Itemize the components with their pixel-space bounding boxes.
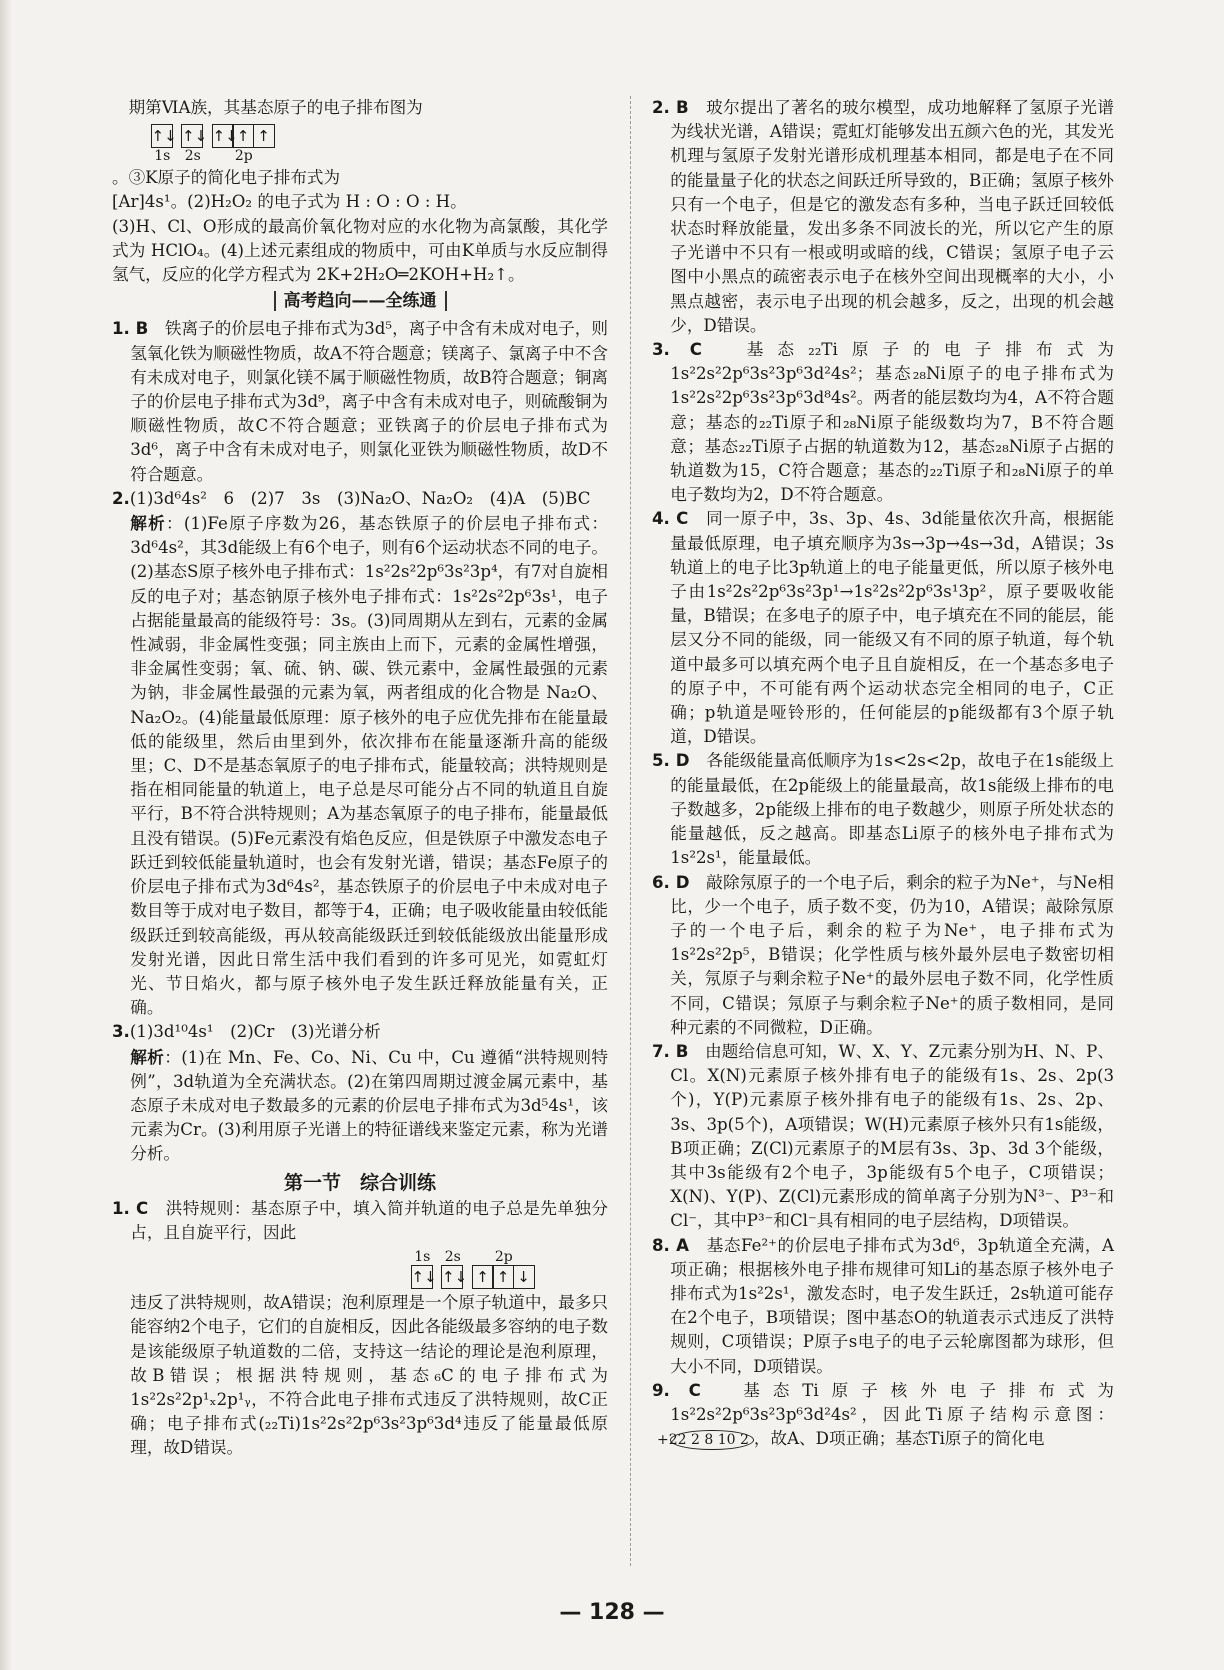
orbital-box: ↑↓ [411, 1265, 433, 1289]
answer-number: 4. C [652, 509, 689, 529]
answer-number: 8. A [652, 1235, 690, 1255]
left-column [112, 96, 608, 1461]
answer-number: 7. B [652, 1041, 689, 1061]
answer-number: 3. C [652, 340, 702, 360]
h2o2-line [112, 190, 608, 214]
orbital-label: 2s [184, 148, 201, 165]
answer-text: 铁离子的价层电子排布式为3d⁵，离子中含有未成对电子，则氢氧化铁为顺磁性物质，故A不符合题意；镁离子、氯离子中不含有未成对电子，则氯化镁不属于顺磁性物质，故B符合题意；铜离子的价层电子排布式为3d⁹，离子中含有未成对电子，则硫酸铜为顺磁性物质，故C不符合题意；亚铁离子的价层电子排布式为3d⁶，离子中含有未成对电子，则氯化亚铁为顺磁性物质，故D不符合题意。 [130, 319, 608, 484]
answer-number: 5. D [652, 751, 690, 771]
orbital-group [182, 124, 208, 165]
orbital-box: ↑↓ [441, 1265, 463, 1289]
answer-number: 1. B [112, 319, 149, 339]
section-item-1-cont [112, 1291, 608, 1460]
ti-atom-structure-diagram: +22 2 8 10 2 [670, 1430, 754, 1450]
hclo4-text: (3)H、Cl、O形成的最高价氧化物对应的水化物为高氯酸，其化学式为 HClO₄。(4)上述元素组成的物质中，可由K单质与水反应制得氢气，反应的化学方程式为 2K+2H₂O═2KOH+H₂↑。 [112, 216, 608, 285]
answer-item-r5 [652, 749, 1114, 870]
answer-item-2 [112, 487, 608, 511]
answer-item-3 [112, 1020, 608, 1044]
continuation-text: 期第ⅥA族，其基态原子的电子排布图为 [128, 98, 423, 117]
answer-text: 基态₂₂Ti原子的电子排布式为1s²2s²2p⁶3s²3p⁶3d²4s²；基态₂₈Ni原子的电子排布式为1s²2s²2p⁶3s²3p⁶3d⁸4s²。两者的能层数均为4，A不符合题意；基态的₂₂Ti原子和₂₈Ni原子能级数均为7，B不符合题意；基态₂₂Ti原子占据的轨道数为12，基态₂₈Ni原子占据的轨道数为15，C符合题意；基态的₂₂Ti原子和₂₈Ni原子的单电子数均为2，D不符合题意。 [670, 340, 1114, 505]
orbital-diagram-oxygen [152, 124, 608, 164]
analysis-text: ：(1)Fe原子序数为26，基态铁原子的价层电子排布式：3d⁶4s²，其3d能级上有6个电子，则有6个运动状态不同的电子。(2)基态S原子核外电子排布式：1s²2s²2p⁶3s²3p⁴，有7对自旋相反的电子对；基态钠原子核外电子排布式：1s²2s²2p⁶3s¹，电子占据能量最高的能级符号：3s。(3)同周期从左到右，元素的金属性减弱，非金属性变强；同主族由上而下，元素的金属性增强，非金属性变弱；氧、硫、钠、碳、铁元素中，金属性最强的元素为钠，非金属性最强的元素为氧，两者组成的化合物是 Na₂O、Na₂O₂。(4)能量最低原理：原子核外的电子应优先排布在能量最低的能级里，然后由里到外，依次排布在能量逐渐升高的能级里；C、D不是基态氧原子的电子排布式，能量较高；洪特规则是指在相同能量的轨道上，电子总是尽可能分占不同的轨道且自旋平行，B不符合洪特规则；A为基态氧原子的电子排布，能量最低且没有错误。(5)Fe元素没有焰色反应，但是铁原子中激发态电子跃迁到较低能量轨道时，也会有发射光谱，错误；基态Fe原子的价层电子排布式为3d⁶4s²，基态铁原子的价层电子中未成对电子数目等于成对电子数目，都等于4，正确；电子吸收能量由较低能级跃迁到较高能级，再从较高能级跃迁到较低能级放出能量形成发射光谱，因此日常生活中我们看到的许多可见光，如霓虹灯光、节日焰火，都与原子核外电子发生跃迁释放能量有关，正确。 [130, 514, 609, 1018]
answer-text: ，故A、D项正确；基态Ti原子的简化电 [753, 1429, 1045, 1449]
analysis-2 [112, 511, 608, 1020]
answer-key: (1)3d⁶4s² 6 (2)7 3s (3)Na₂O、Na₂O₂ (4)A (5)BC [129, 488, 591, 508]
answer-item-r2 [652, 96, 1114, 338]
answer-item-r6 [652, 871, 1114, 1040]
paragraph-continuation [112, 96, 608, 120]
answer-number: 1. C [112, 1198, 149, 1218]
answer-item-r8 [652, 1234, 1114, 1379]
analysis-label: 解析 [130, 1046, 165, 1067]
answer-text: 玻尔提出了著名的玻尔模型，成功地解释了氢原子光谱为线状光谱，A错误；霓虹灯能够发出五颜六色的光，其发光机理与氢原子发射光谱形成机理基本相同，都是电子在不同的能量量子化的状态之间跃迁所导致的，B正确；氢原子核外只有一个电子，但是它的激发态有多种，当电子跃迁回较低状态时释放能量，发出多条不同波长的光，所以它产生的原子光谱中不只有一根或明或暗的线，C错误；氢原子电子云图中小黑点的疏密表示电子在核外空间出现概率的大小，小黑点越密，表示电子出现的机会越多，反之，出现的机会越少，D错误。 [670, 98, 1115, 335]
h2o2-text: [Ar]4s¹。(2)H₂O₂ 的电子式为 H : O : O : H。 [112, 192, 467, 212]
section-banner [112, 289, 608, 313]
column-divider [630, 96, 631, 1566]
answer-text: 违反了洪特规则，故A错误；泡利原理是一个原子轨道中，最多只能容纳2个电子，它们的自旋相反，因此各能级最多容纳的电子数是该能级原子轨道数的二倍，支持这一结论的理论是泡利原理，故B错误；根据洪特规则，基态₆C的电子排布式为1s²2s²2p¹ₓ2p¹ᵧ，不符合此电子排布式违反了洪特规则，故C正确；电子排布式(₂₂Ti)1s²2s²2p⁶3s²3p⁶3d⁴违反了能量最低原理，故D错误。 [130, 1293, 608, 1458]
orbital-group [213, 124, 275, 164]
orbital-group [442, 1249, 468, 1289]
scan-edge-shadow [0, 0, 12, 1670]
orbital-group [151, 124, 177, 165]
orbital-label: 1s [414, 1249, 431, 1266]
answer-number: 9. C [652, 1380, 701, 1400]
orbital-box: ↑↓ [151, 124, 173, 148]
orbital-label: 2s [444, 1249, 461, 1266]
orbital-box: ↑↓ [212, 124, 234, 148]
answer-item-1 [112, 317, 608, 486]
answer-item-r9 [652, 1379, 1114, 1452]
orbital-box: ↑ [232, 124, 254, 148]
answer-item-r3 [652, 338, 1114, 507]
answer-text: 基态Fe²⁺的价层电子排布式为3d⁶，3p轨道全充满，A项正确；根据核外电子排布规律可知Li的基态原子核外电子排布式为1s²2s¹，激发态时，电子发生跃迁，2s轨道可能存在2个电子，B项错误；图中基态O的轨道表示式违反了洪特规则，C项错误；P原子s电子的电子云轮廓图都为球形，但大小不同，D项错误。 [670, 1235, 1114, 1376]
answer-text: 洪特规则：基态原子中，填入简并轨道的电子总是先单独分占，且自旋平行，因此 [130, 1198, 609, 1242]
orbital-group [411, 1249, 437, 1289]
answer-item-r7 [652, 1040, 1114, 1234]
orbital-box: ↑ [253, 124, 275, 148]
k-config-line [112, 166, 608, 190]
answer-number: 2. B [652, 98, 689, 117]
orbital-box: ↑↓ [181, 124, 203, 148]
analysis-label: 解析 [130, 513, 167, 534]
right-column [652, 96, 1114, 1451]
k-config-text: 。③K原子的简化电子排布式为 [112, 168, 341, 188]
section-title: 第一节 综合训练 [283, 1171, 436, 1194]
analysis-3 [112, 1045, 608, 1167]
answer-text: 同一原子中，3s、3p、4s、3d能量依次升高，根据能量最低原理，电子填充顺序为3s→3p→4s→3d，A错误；3s轨道上的电子比3p轨道上的电子能量更低，所以原子核外电子由1s²2s²2p⁶3s²3p¹→1s²2s²2p⁶3s¹3p²，原子要吸收能量，B错误；在多电子的原子中，电子填充在不同的能层，能层又分不同的能级，同一能级又有不同的原子轨道，每个轨道中最多可以填充两个电子且自旋相反，在一个基态多电子的原子中，不可能有两个运动状态完全相同的电子，C正确；p轨道是哑铃形的，任何能层的p能级都有3个原子轨道，D错误。 [670, 509, 1114, 747]
answer-number: 3. [112, 1022, 130, 1042]
orbital-label: 2p [234, 148, 253, 165]
orbital-group [473, 1249, 535, 1289]
orbital-box: ↑ [472, 1265, 494, 1289]
orbital-diagram-hund [412, 1249, 608, 1289]
answer-text: 基态Ti原子核外电子排布式为1s²2s²2p⁶3s²3p⁶3d²4s²，因此Ti原子结构示意图： [670, 1380, 1115, 1424]
section-item-1 [112, 1197, 608, 1245]
answer-text: 由题给信息可知，W、X、Y、Z元素分别为H、N、P、Cl。X(N)元素原子核外排有电子的能级有1s、2s、2p(3个)，Y(P)元素原子核外排有电子的能级有1s、2s、2p、3s、3p(5个)，A项错误；W(H)元素原子核外只有1s能级，B项正确；Z(Cl)元素原子的M层有3s、3p、3d 3个能级，其中3s能级有2个电子，3p能级有5个电子，C项错误；X(N)、Y(P)、Z(Cl)元素形成的简单离子分别为N³⁻、P³⁻和Cl⁻，其中P³⁻和Cl⁻具有相同的电子层结构，D项错误。 [670, 1041, 1114, 1231]
analysis-text: ：(1)在 Mn、Fe、Co、Ni、Cu 中，Cu 遵循“洪特规则特例”，3d轨道为全充满状态。(2)在第四周期过渡金属元素中，基态原子未成对电子数最多的元素的价层电子排布式为3d⁵4s¹，该元素为Cr。(3)利用原子光谱上的特征谱线来鉴定元素，称为光谱分析。 [130, 1047, 609, 1164]
orbital-label: 2p [494, 1249, 513, 1266]
orbital-box: ↑ [492, 1265, 514, 1289]
orbital-label: 1s [154, 148, 171, 165]
answer-text: 敲除氖原子的一个电子后，剩余的粒子为Ne⁺，与Ne相比，少一个电子，质子数不变，仍为10，A错误；敲除氖原子的一个电子后，剩余的粒子为Ne⁺，电子排布式为1s²2s²2p⁵，B错误；化学性质与核外最外层电子数密切相关，氖原子与剩余粒子Ne⁺的最外层电子数不同，化学性质不同，C错误；氖原子与剩余粒子Ne⁺的质子数相同，是同种元素的不同微粒，D正确。 [670, 872, 1115, 1037]
answer-number: 6. D [652, 872, 690, 892]
page-number: — 128 — [559, 1600, 665, 1625]
hclo4-paragraph [112, 215, 608, 288]
banner-title: 高考趋向——全练通 [274, 291, 447, 311]
answer-item-r4 [652, 507, 1114, 749]
answer-text: 各能级能量高低顺序为1s<2s<2p，故电子在1s能级上的能量最低，在2p能级上的能量最高，故1s能级上排布的电子数越多，2p能级上排布的电子数越少，则原子所处状态的能量越低，反之越高。即基态Li原子的核外电子排布式为1s²2s¹，能量最低。 [670, 751, 1114, 868]
answer-number: 2. [112, 488, 130, 508]
orbital-box: ↓ [513, 1265, 535, 1289]
answer-key: (1)3d¹⁰4s¹ (2)Cr (3)光谱分析 [129, 1022, 381, 1042]
